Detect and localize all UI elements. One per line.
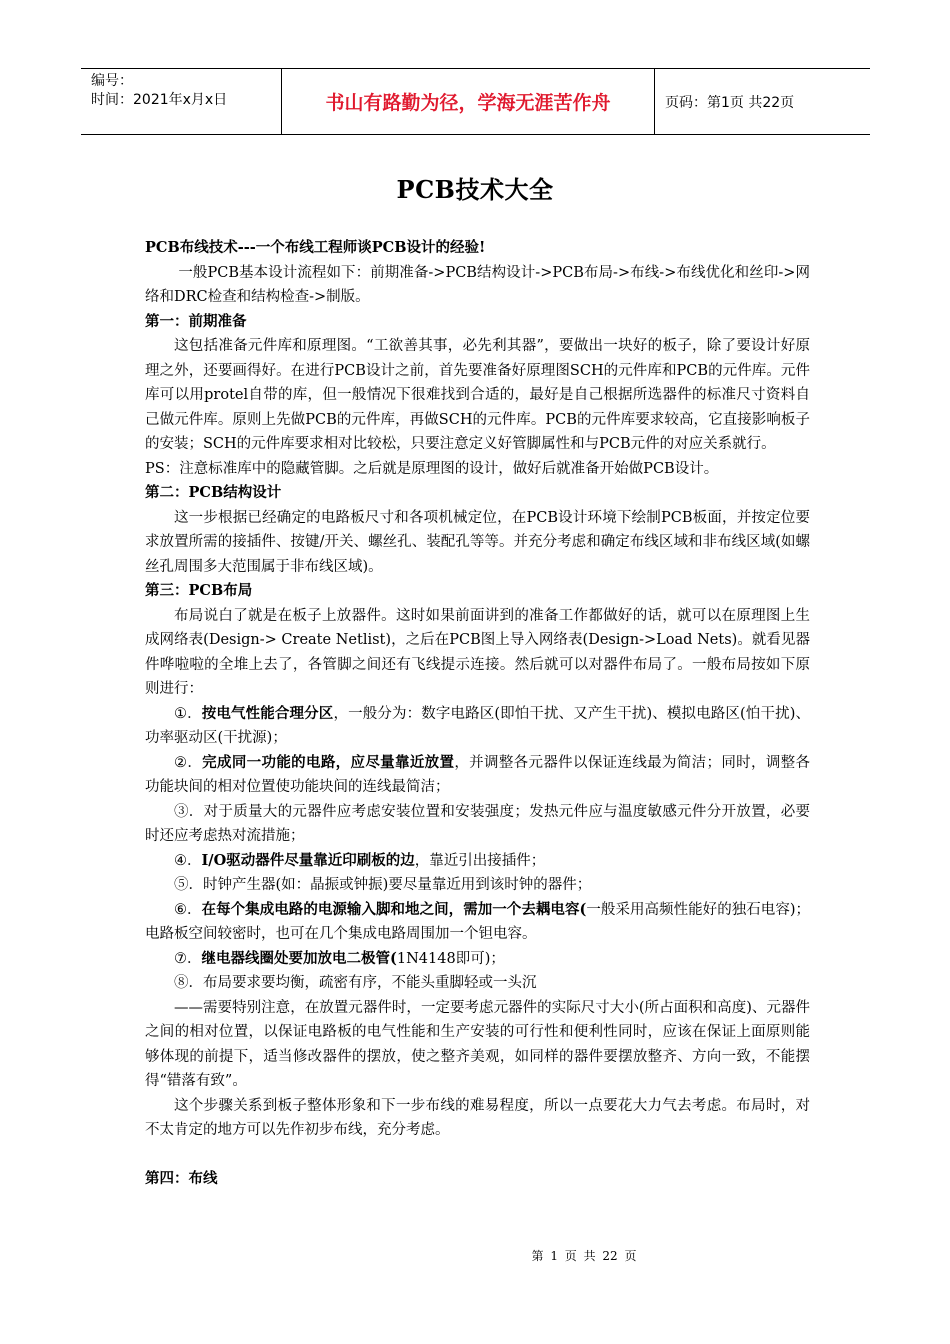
page-footer: 第 1 页 共 22 页 xyxy=(531,1249,637,1263)
rule-bold-text: 按电气性能合理分区 xyxy=(201,704,334,722)
rule-text: 布局要求要均衡，疏密有序，不能头重脚轻或一头沉 xyxy=(203,975,537,991)
subtitle: PCB布线技术---一个布线工程师谈PCB设计的经验! xyxy=(145,239,486,256)
rule-number: ①． xyxy=(174,705,202,722)
section3-summary: 这个步骤关系到板子整体形象和下一步布线的难易程度，所以一点要花大力气去考虑。布局时，对不太肯定的地方可以先作初步布线，充分考虑。 xyxy=(145,1097,810,1138)
layout-rule-item xyxy=(145,751,810,800)
header-info-cell xyxy=(81,69,282,134)
rule-number: ③． xyxy=(174,803,204,820)
rule-text: ，并调整各元器件以保证连线最为简洁；同时，调整各功能块间的相对位置使功能块间的连线最简洁； xyxy=(145,754,811,795)
section-heading-1: 第一：前期准备 xyxy=(145,312,247,330)
rule-text: 1N4148即可)； xyxy=(396,950,505,967)
rule-text: ，一般分为：数字电路区(即怕干扰、又产生干扰)、模拟电路区(怕干扰)、功率驱动区(干扰源)； xyxy=(145,705,810,746)
rule-number: ⑧． xyxy=(174,975,203,991)
section1-paragraph: 这包括准备元件库和原理图。“工欲善其事，必先利其器”，要做出一块好的板子，除了要设计好原理之外，还要画得好。在进行PCB设计之前，首先要准备好原理图SCH的元件库和PCB的元件库。元件库可以用protel自带的库，但一般情况下很难找到合适的，最好是自己根据所选器件的标准尺寸资料自己做元件库。原则上先做PCB的元件库，再做SCH的元件库。PCB的元件库要求较高，它直接影响板子的安装；SCH的元件库要求相对比较松，只要注意定义好管脚属性和与PCB元件的对应关系就行。 xyxy=(145,338,810,452)
layout-rule-item xyxy=(145,800,810,849)
rule-number: ⑤． xyxy=(174,877,203,893)
rule-text: 一般采用高频性能好的独石电容)；电路板空间较密时，也可在几个集成电路周围加一个钽电容。 xyxy=(145,901,811,942)
header-number: 编号： xyxy=(91,73,133,89)
header-table xyxy=(81,68,870,135)
layout-rule-item xyxy=(145,947,810,972)
layout-rule-item xyxy=(145,898,810,947)
layout-rule-item xyxy=(145,702,810,751)
section-heading-4: 第四：布线 xyxy=(145,1170,218,1187)
document-body xyxy=(145,236,810,1192)
layout-rule-item xyxy=(145,849,810,874)
header-time: 时间：2021年x月x日 xyxy=(91,92,228,108)
section2-paragraph: 这一步根据已经确定的电路板尺寸和各项机械定位，在PCB设计环境下绘制PCB板面，并按定位要求放置所需的接插件、按键/开关、螺丝孔、装配孔等等。并充分考虑和确定布线区域和非布线区域(如螺丝孔周围多大范围属于非布线区域)。 xyxy=(145,509,810,575)
rule-bold-text: 完成同一功能的电路，应尽量靠近放置 xyxy=(202,753,455,771)
rule-number: ④． xyxy=(174,852,202,869)
layout-rule-item xyxy=(145,873,810,898)
intro-paragraph: 一般PCB基本设计流程如下：前期准备->PCB结构设计->PCB布局->布线->布线优化和丝印->网络和DRC检查和结构检查->制版。 xyxy=(145,264,810,305)
rule-bold-text: 继电器线圈处要加放电二极管( xyxy=(201,949,397,967)
rule-number: ⑥． xyxy=(174,901,202,918)
section1-ps: PS：注意标准库中的隐藏管脚。之后就是原理图的设计，做好后就准备开始做PCB设计。 xyxy=(145,460,719,477)
rule-number: ②． xyxy=(174,754,203,771)
header-motto: 书山有路勤为径，学海无涯苦作舟 xyxy=(282,69,655,134)
rule-text: 时钟产生器(如：晶振或钟振)要尽量靠近用到该时钟的器件； xyxy=(203,877,592,893)
rule-text: ，靠近引出接插件； xyxy=(414,852,546,869)
section-heading-3: 第三：PCB布局 xyxy=(145,582,253,599)
header-page-number: 页码：第1页 共22页 xyxy=(665,94,795,111)
section3-note: ——需要特别注意，在放置元器件时，一定要考虑元器件的实际尺寸大小(所占面积和高度)、元器件之间的相对位置，以保证电路板的电气性能和生产安装的可行性和便利性同时，应该在保证上面原则能够体现的前提下，适当修改器件的摆放，使之整齐美观，如同样的器件要摆放整齐、方向一致，不能摆得“错落有致”。 xyxy=(145,999,810,1089)
layout-rule-item xyxy=(145,971,810,996)
spacer xyxy=(145,1143,810,1168)
rule-bold-text: I/O驱动器件尽量靠近印刷板的边 xyxy=(201,851,415,869)
document-title: PCB技术大全 xyxy=(396,175,554,204)
rule-number: ⑦． xyxy=(174,950,202,967)
section3-paragraph: 布局说白了就是在板子上放器件。这时如果前面讲到的准备工作都做好的话，就可以在原理图上生成网络表(Design-> Create Netlist)，之后在PCB图上导入网络表(Design->Load Nets)。就看见器件哗啦啦的全堆上去了，各管脚之间还有飞线提示连接。然后就可以对器件布局了。一般布局按如下原则进行： xyxy=(145,607,810,697)
rule-text: 对于质量大的元器件应考虑安装位置和安装强度；发热元件应与温度敏感元件分开放置，必要时还应考虑热对流措施； xyxy=(145,803,811,844)
rule-bold-text: 在每个集成电路的电源输入脚和地之间，需加一个去耦电容( xyxy=(201,900,587,918)
section-heading-2: 第二：PCB结构设计 xyxy=(145,484,282,501)
